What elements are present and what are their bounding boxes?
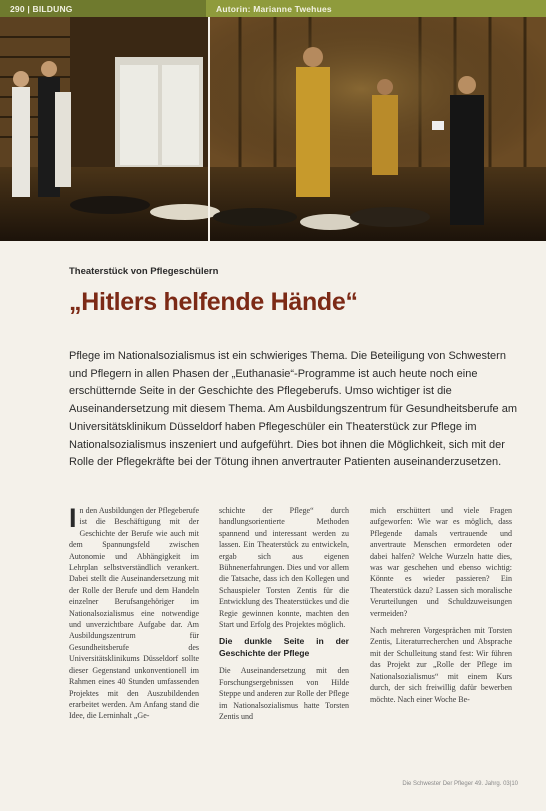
column-2-subheading: Die dunkle Seite in der Geschichte der Pflege xyxy=(219,636,349,658)
drop-cap: I xyxy=(69,503,77,533)
author-label: Autorin: Marianne Twehues xyxy=(216,3,332,14)
column-2-paragraph: schichte der Pflege“ durch handlungsorientierte Methoden spannend und interessant werden zu lassen. Ein Theaterstück zu entwickeln, ergab sich aus eigenen Bühnenerfahrungen. Dies und vor allem die Tatsache, dass ich den Kollegen und Schauspieler Torsten Zentis für die Entwicklung des Theaterstückes und die Regie gewinnen konnte, machten den Start und Erfolg des Projektes möglich. xyxy=(219,506,349,630)
column-1-paragraph xyxy=(69,505,199,722)
article-headline: „Hitlers helfende Hände“ xyxy=(69,288,358,316)
section-label-area xyxy=(0,0,206,17)
column-3-paragraph: mich erschüttert und viele Fragen aufgeworfen: Wie war es möglich, dass Pflegende damals vertrauende und anvertraute Menschen ermordeten oder dabei halfen? Welche Wurzeln hatte dies, was war geschehen und ebenso wichtig: Könnte es wieder passieren? Ein Theaterstück dazu? Lassen sich moralische Verurteilungen und Schuldzuweisungen vermeiden? xyxy=(370,506,512,618)
section-header-bar xyxy=(0,0,546,17)
stage-photo xyxy=(0,17,546,241)
article-kicker: Theaterstück von Pflegeschülern xyxy=(69,266,219,277)
column-2-paragraph-2: Die Auseinandersetzung mit den Forschungsergebnissen von Hilde Steppe und anderen zur Rolle der Pflege im Nationalsozialismus hatte Torsten Zentis und xyxy=(219,666,349,721)
lead-paragraph: Pflege im Nationalsozialismus ist ein schwieriges Thema. Die Beteiligung von Schwestern und Pflegern in allen Phasen der „Euthanasie“-Programme ist auch heute noch eine erschütternde Seite in der Geschichte des Pflegeberufs. Umso wichtiger ist die Auseinandersetzung mit diesem Thema. Am Ausbildungszentrum für Gesundheitsberufe am Universitätsklinikum Düsseldorf haben Pflegeschüler ein Theaterstück zur Pflege im Nationalsozialismus inszeniert und aufgeführt. Dies bot ihnen die Möglichkeit, sich mit der Rolle der Pflegekräfte bei der Tötung ihnen anvertrauter Patienten auseinanderzusetzen. xyxy=(69,350,517,469)
column-1-text: n den Ausbildungen der Pflegeberufe ist die Beschäftigung mit der Geschichte der Berufe wie auch mit dem Spannungsfeld zwischen Autonomie und Abhängigkeit im Lehrplan selbstverständlich verankert. Dabei stellt die Auseinandersetzung mit der Rolle der Berufe und dem Handeln einzelner Berufsangehöriger im Nationalsozialismus eine notwendige und unverzichtbare Aufgabe dar. Am Ausbildungszentrum für Gesundheitsberufe des Universitätsklinikums Düsseldorf sollte dieser Gegenstand unkonventionell im Rahmen eines 40 Stunden umfassenden Projektes mit den Auszubildenden erarbeitet werden. Am Anfang stand die Idee, die Lerninhalt „Ge- xyxy=(69,506,199,721)
section-label: 290 | BILDUNG xyxy=(10,3,73,14)
column-3-paragraph-2: Nach mehreren Vorgesprächen mit Torsten Zentis, Literaturrecherchen und Absprache mit der Schulleitung stand fest: Wir führen das Projekt zur „Rolle der Pflege im Nationalsozialismus“ mit einem Kurs durch, der sich freiwillig dafür bewerben möchte. Nach einer Woche Be- xyxy=(370,626,512,704)
article-lead xyxy=(69,348,519,472)
author-label-area xyxy=(206,0,546,17)
body-column-2 xyxy=(219,505,349,728)
body-column-3 xyxy=(370,505,512,711)
stage-photo-illustration xyxy=(0,17,546,241)
body-column-1 xyxy=(69,505,199,728)
page-footer: Die Schwester Der Pfleger 49. Jahrg. 03|10 xyxy=(402,781,518,787)
